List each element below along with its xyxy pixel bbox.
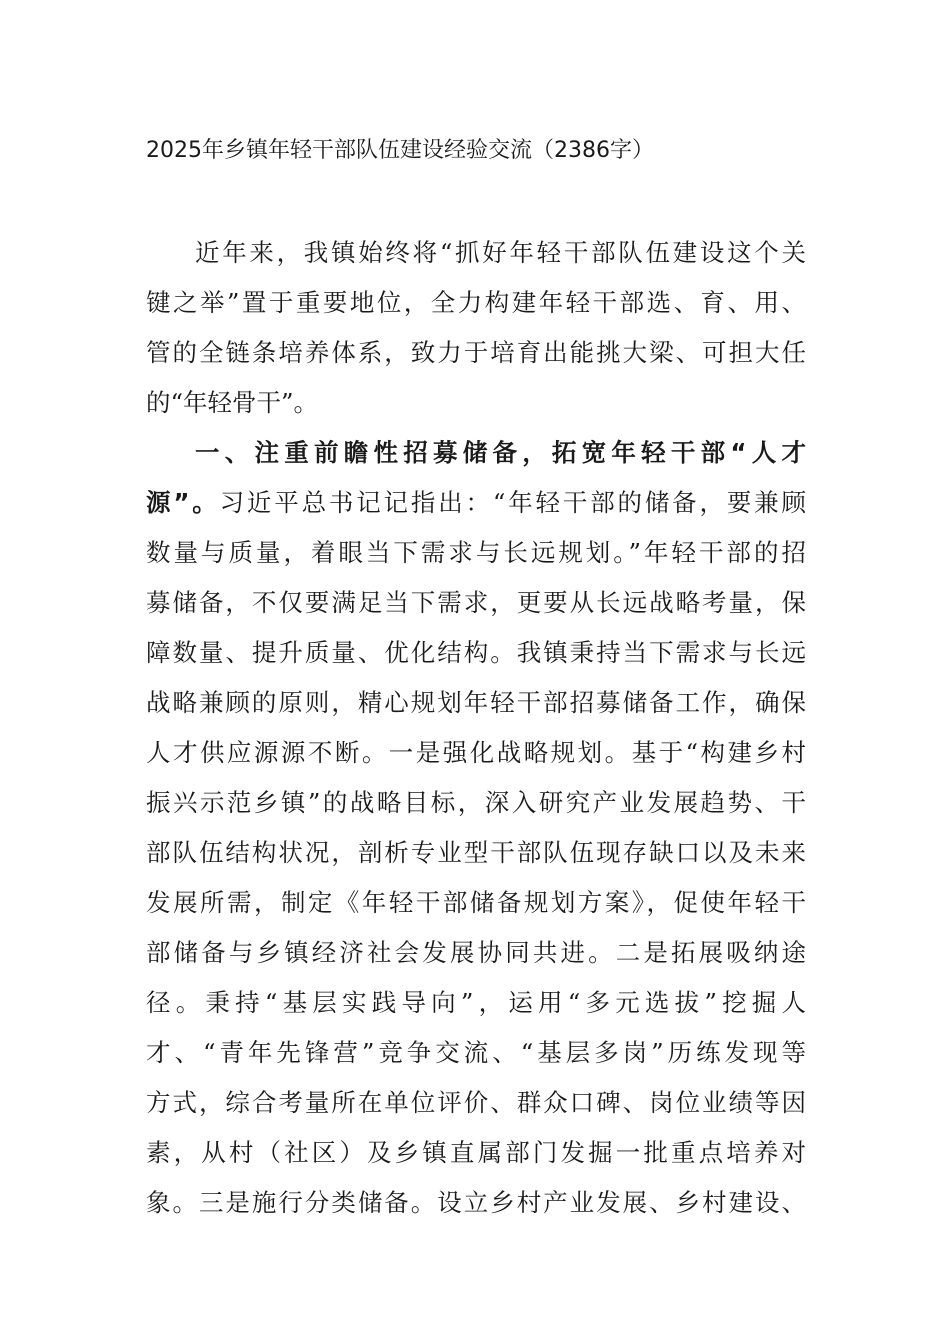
paragraph-line: 募储备，不仅要满足当下需求，更要从长远战略考量，保 — [146, 588, 806, 617]
paragraph-text: 习近平总书记记指出：“年轻干部的储备，要兼顾 — [219, 488, 806, 517]
paragraph-line: 才、“青年先锋营”竞争交流、“基层多岗”历练发现等 — [146, 1038, 806, 1067]
section-heading: 一、注重前瞻性招募储备，拓宽年轻干部“人才 — [195, 438, 806, 467]
paragraph-line: 方式，综合考量所在单位评价、群众口碑、岗位业绩等因 — [146, 1088, 806, 1117]
paragraph-line: 象。三是施行分类储备。设立乡村产业发展、乡村建设、 — [146, 1188, 806, 1217]
paragraph-line: 数量与质量，着眼当下需求与长远规划。”年轻干部的招 — [146, 538, 806, 567]
paragraph-line: 发展所需，制定《年轻干部储备规划方案》，促使年轻干 — [146, 888, 806, 917]
paragraph-line: 振兴示范乡镇”的战略目标，深入研究产业发展趋势、干 — [146, 788, 806, 817]
section-heading-end: 源”。 — [146, 488, 220, 517]
paragraph-line — [146, 478, 806, 528]
paragraph-line: 部储备与乡镇经济社会发展协同共进。二是拓展吸纳途 — [146, 938, 806, 967]
paragraph-line: 部队伍结构状况，剖析专业型干部队伍现存缺口以及未来 — [146, 838, 806, 867]
paragraph-line: 径。秉持“基层实践导向”，运用“多元选拔”挖掘人 — [146, 988, 806, 1017]
document-title: 2025年乡镇年轻干部队伍建设经验交流（2386字） — [146, 138, 654, 163]
paragraph-line: 战略兼顾的原则，精心规划年轻干部招募储备工作，确保 — [146, 688, 806, 717]
paragraph-line: 人才供应源源不断。一是强化战略规划。基于“构建乡村 — [146, 738, 806, 767]
paragraph-line: 的“年轻骨干”。 — [146, 388, 319, 417]
paragraph-line: 键之举”置于重要地位，全力构建年轻干部选、育、用、 — [146, 288, 806, 317]
paragraph-line: 近年来，我镇始终将“抓好年轻干部队伍建设这个关 — [195, 238, 806, 267]
paragraph-line: 障数量、提升质量、优化结构。我镇秉持当下需求与长远 — [146, 638, 806, 667]
document-body — [146, 228, 806, 1228]
paragraph-line: 管的全链条培养体系，致力于培育出能挑大梁、可担大任 — [146, 338, 806, 367]
paragraph-line: 素，从村（社区）及乡镇直属部门发掘一批重点培养对 — [146, 1138, 806, 1167]
